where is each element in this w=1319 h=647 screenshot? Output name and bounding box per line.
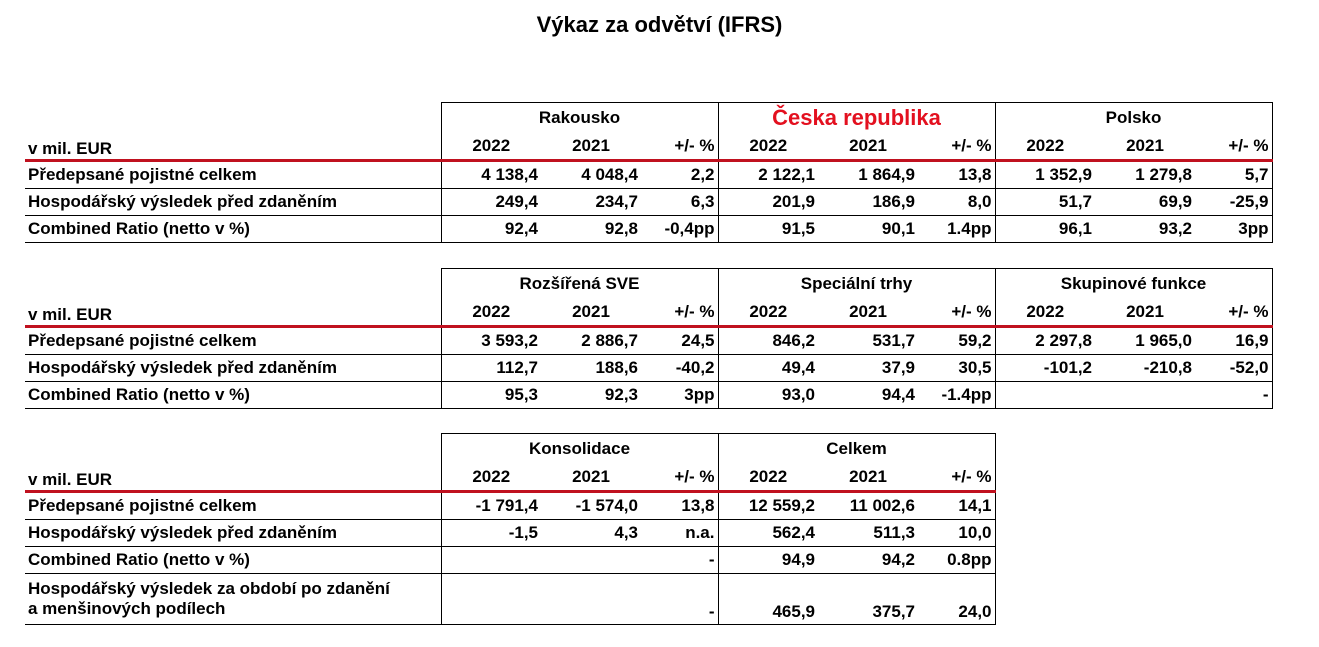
change-cell: -52,0 xyxy=(1195,355,1272,382)
value-cell: 96,1 xyxy=(995,216,1095,243)
change-cell: 24,0 xyxy=(918,574,995,625)
change-cell: 13,8 xyxy=(641,492,718,520)
table-block-1 xyxy=(25,102,1273,243)
change-cell: 2,2 xyxy=(641,161,718,189)
change-cell: 24,5 xyxy=(641,327,718,355)
row-label xyxy=(25,574,441,625)
value-cell: 234,7 xyxy=(541,189,641,216)
value-cell: 2 297,8 xyxy=(995,327,1095,355)
table-row xyxy=(25,161,1272,189)
year-header: 2022 xyxy=(718,299,818,327)
change-cell: -1.4pp xyxy=(918,382,995,409)
value-cell: 562,4 xyxy=(718,520,818,547)
value-cell: 51,7 xyxy=(995,189,1095,216)
value-cell: 93,2 xyxy=(1095,216,1195,243)
segment-header-highlight: Česka republika xyxy=(718,103,995,134)
table-row xyxy=(25,189,1272,216)
value-cell: 93,0 xyxy=(718,382,818,409)
value-cell: 531,7 xyxy=(818,327,918,355)
table-block-3 xyxy=(25,433,996,625)
change-header: +/- % xyxy=(641,133,718,161)
change-cell: 5,7 xyxy=(1195,161,1272,189)
value-cell: -210,8 xyxy=(1095,355,1195,382)
row-label-line: a menšinových podílech xyxy=(28,599,226,618)
row-label: Hospodářský výsledek před zdaněním xyxy=(25,520,441,547)
change-cell: - xyxy=(641,574,718,625)
segment-header: Skupinové funkce xyxy=(995,269,1272,300)
segment-header: Rozšířená SVE xyxy=(441,269,718,300)
table-row xyxy=(25,216,1272,243)
value-cell: 11 002,6 xyxy=(818,492,918,520)
value-cell: 92,3 xyxy=(541,382,641,409)
year-header: 2022 xyxy=(718,464,818,492)
value-cell: 94,2 xyxy=(818,547,918,574)
segment-header: Konsolidace xyxy=(441,434,718,465)
value-cell: 2 886,7 xyxy=(541,327,641,355)
value-cell: 4,3 xyxy=(541,520,641,547)
segment-header: Celkem xyxy=(718,434,995,465)
row-label: Combined Ratio (netto v %) xyxy=(25,547,441,574)
value-cell: 4 048,4 xyxy=(541,161,641,189)
value-cell xyxy=(441,547,541,574)
value-cell: 1 965,0 xyxy=(1095,327,1195,355)
year-header: 2021 xyxy=(1095,133,1195,161)
value-cell: 12 559,2 xyxy=(718,492,818,520)
change-cell: 3pp xyxy=(1195,216,1272,243)
value-cell xyxy=(441,574,541,625)
change-header: +/- % xyxy=(918,133,995,161)
row-label-line: Hospodářský výsledek za období po zdanění xyxy=(28,579,390,598)
value-cell: 249,4 xyxy=(441,189,541,216)
unit-label: v mil. EUR xyxy=(25,133,441,161)
change-header: +/- % xyxy=(1195,133,1272,161)
value-cell: -101,2 xyxy=(995,355,1095,382)
value-cell: 3 593,2 xyxy=(441,327,541,355)
value-cell: 92,8 xyxy=(541,216,641,243)
value-cell: 95,3 xyxy=(441,382,541,409)
value-cell xyxy=(541,574,641,625)
change-cell: n.a. xyxy=(641,520,718,547)
year-header: 2021 xyxy=(818,133,918,161)
table-row xyxy=(25,547,995,574)
row-label: Hospodářský výsledek před zdaněním xyxy=(25,189,441,216)
table-block-2 xyxy=(25,268,1273,409)
value-cell: 1 279,8 xyxy=(1095,161,1195,189)
change-cell: 0.8pp xyxy=(918,547,995,574)
year-header: 2022 xyxy=(995,299,1095,327)
year-header: 2022 xyxy=(441,299,541,327)
change-cell: -25,9 xyxy=(1195,189,1272,216)
year-header: 2021 xyxy=(541,299,641,327)
year-header-row xyxy=(25,133,1272,161)
value-cell: 1 352,9 xyxy=(995,161,1095,189)
change-header: +/- % xyxy=(918,299,995,327)
value-cell: -1 574,0 xyxy=(541,492,641,520)
value-cell: 92,4 xyxy=(441,216,541,243)
table-row xyxy=(25,327,1272,355)
value-cell: 186,9 xyxy=(818,189,918,216)
segment-header-row xyxy=(25,269,1272,300)
change-cell: 8,0 xyxy=(918,189,995,216)
change-cell: 3pp xyxy=(641,382,718,409)
value-cell: 112,7 xyxy=(441,355,541,382)
value-cell: 49,4 xyxy=(718,355,818,382)
segment-header-row xyxy=(25,434,995,465)
change-cell: 30,5 xyxy=(918,355,995,382)
value-cell xyxy=(1095,382,1195,409)
value-cell: 4 138,4 xyxy=(441,161,541,189)
row-label: Combined Ratio (netto v %) xyxy=(25,216,441,243)
table-row xyxy=(25,355,1272,382)
value-cell: 846,2 xyxy=(718,327,818,355)
value-cell: -1,5 xyxy=(441,520,541,547)
value-cell: 201,9 xyxy=(718,189,818,216)
value-cell: 511,3 xyxy=(818,520,918,547)
change-header: +/- % xyxy=(641,464,718,492)
value-cell: 94,9 xyxy=(718,547,818,574)
value-cell: 91,5 xyxy=(718,216,818,243)
change-cell: -0,4pp xyxy=(641,216,718,243)
value-cell: 94,4 xyxy=(818,382,918,409)
year-header: 2021 xyxy=(818,464,918,492)
value-cell: 188,6 xyxy=(541,355,641,382)
value-cell: 1 864,9 xyxy=(818,161,918,189)
unit-label: v mil. EUR xyxy=(25,299,441,327)
segment-header: Rakousko xyxy=(441,103,718,134)
change-header: +/- % xyxy=(1195,299,1272,327)
change-cell: 13,8 xyxy=(918,161,995,189)
change-cell: 16,9 xyxy=(1195,327,1272,355)
change-cell: - xyxy=(1195,382,1272,409)
table-row xyxy=(25,574,995,625)
year-header: 2022 xyxy=(995,133,1095,161)
change-cell: 1.4pp xyxy=(918,216,995,243)
segment-header: Speciální trhy xyxy=(718,269,995,300)
table-row xyxy=(25,382,1272,409)
unit-label: v mil. EUR xyxy=(25,464,441,492)
change-cell: 14,1 xyxy=(918,492,995,520)
table-row xyxy=(25,520,995,547)
segment-header-row xyxy=(25,103,1272,134)
report-title: Výkaz za odvětví (IFRS) xyxy=(536,12,783,37)
row-label: Předepsané pojistné celkem xyxy=(25,161,441,189)
value-cell: 90,1 xyxy=(818,216,918,243)
value-cell: 69,9 xyxy=(1095,189,1195,216)
value-cell: 375,7 xyxy=(818,574,918,625)
row-label: Hospodářský výsledek před zdaněním xyxy=(25,355,441,382)
year-header: 2022 xyxy=(441,133,541,161)
change-cell: - xyxy=(641,547,718,574)
value-cell: -1 791,4 xyxy=(441,492,541,520)
year-header: 2022 xyxy=(718,133,818,161)
change-cell: 6,3 xyxy=(641,189,718,216)
row-label: Předepsané pojistné celkem xyxy=(25,492,441,520)
year-header: 2021 xyxy=(1095,299,1195,327)
row-label: Combined Ratio (netto v %) xyxy=(25,382,441,409)
table-row xyxy=(25,492,995,520)
value-cell: 37,9 xyxy=(818,355,918,382)
year-header: 2021 xyxy=(541,464,641,492)
change-header: +/- % xyxy=(918,464,995,492)
change-header: +/- % xyxy=(641,299,718,327)
change-cell: 59,2 xyxy=(918,327,995,355)
change-cell: -40,2 xyxy=(641,355,718,382)
year-header: 2021 xyxy=(818,299,918,327)
year-header-row xyxy=(25,464,995,492)
row-label: Předepsané pojistné celkem xyxy=(25,327,441,355)
value-cell: 2 122,1 xyxy=(718,161,818,189)
value-cell xyxy=(995,382,1095,409)
value-cell xyxy=(541,547,641,574)
year-header-row xyxy=(25,299,1272,327)
year-header: 2022 xyxy=(441,464,541,492)
year-header: 2021 xyxy=(541,133,641,161)
value-cell: 465,9 xyxy=(718,574,818,625)
segment-header: Polsko xyxy=(995,103,1272,134)
change-cell: 10,0 xyxy=(918,520,995,547)
